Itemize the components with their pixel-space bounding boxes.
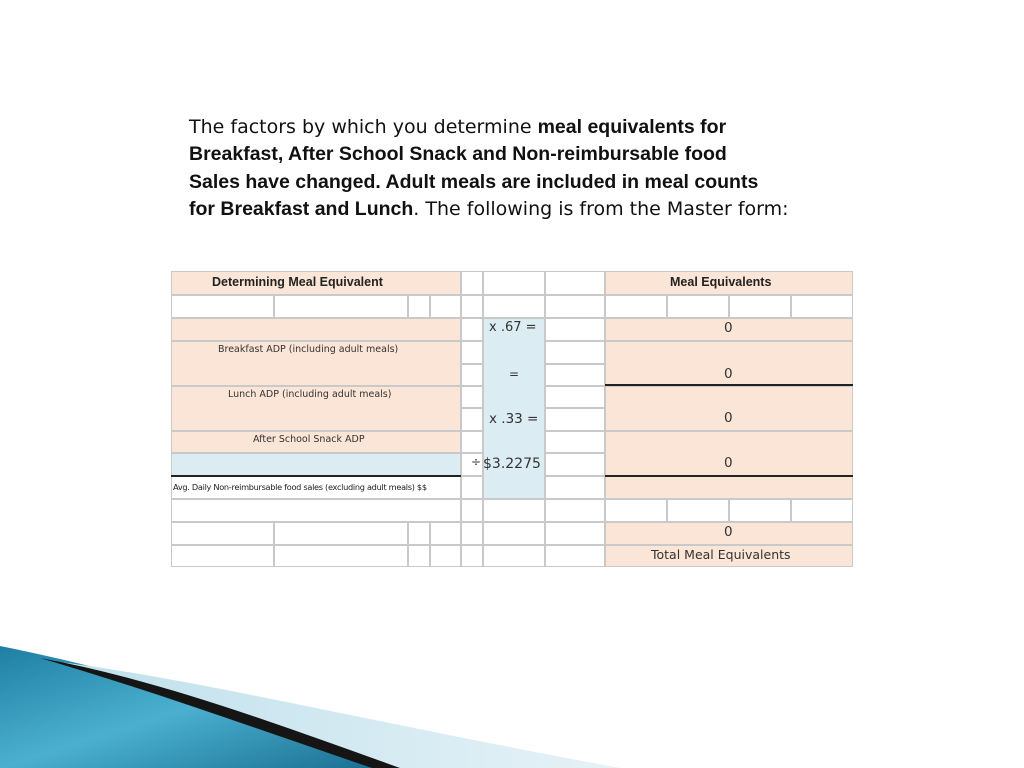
- nonreimb-label: Avg. Daily Non-reimbursable food sales (excluding adult meals) $$: [173, 482, 427, 492]
- grid-cell: [667, 499, 729, 522]
- factor-lunch: =: [509, 367, 520, 381]
- intro-bold-1: meal equivalents for: [537, 116, 727, 138]
- grid-cell: [545, 295, 605, 318]
- grid-cell: [430, 545, 461, 567]
- grid-cell: [430, 295, 461, 318]
- intro-paragraph: [189, 114, 929, 224]
- factor-breakfast: x .67 =: [489, 320, 537, 335]
- grid-cell: [461, 386, 483, 408]
- grid-cell: [545, 341, 605, 364]
- intro-line-4: [189, 196, 929, 223]
- grid-cell: [461, 271, 483, 295]
- grid-cell: [408, 545, 430, 567]
- grid-cell: [274, 545, 408, 567]
- intro-bold-2: Breakfast, After School Snack and Non-reimbursable food: [189, 143, 727, 166]
- grid-cell: [729, 499, 791, 522]
- grid-cell: [545, 545, 605, 567]
- grid-cell: [545, 408, 605, 431]
- intro-line-1: [189, 114, 929, 141]
- intro-text-1: The factors by which you determine: [189, 116, 538, 138]
- grid-cell: [171, 295, 274, 318]
- grid-cell: [545, 271, 605, 295]
- total-label: Total Meal Equivalents: [651, 547, 791, 562]
- grid-cell: [545, 453, 605, 476]
- grid-cell: [483, 271, 545, 295]
- grid-cell: [461, 364, 483, 386]
- rule-line: [605, 384, 853, 386]
- intro-bold-4: for Breakfast and Lunch: [189, 198, 414, 221]
- grid-cell: [274, 295, 408, 318]
- grid-cell: [545, 318, 605, 341]
- grid-cell: [483, 295, 545, 318]
- grid-cell: [605, 295, 667, 318]
- grid-cell: [461, 408, 483, 431]
- grid-cell: [729, 295, 791, 318]
- grid-cell: [605, 476, 853, 499]
- grid-cell: [461, 341, 483, 364]
- total-value: 0: [724, 524, 733, 540]
- right-header: Meal Equivalents: [670, 275, 772, 289]
- grid-cell: [171, 499, 461, 522]
- rule-line: [171, 475, 461, 477]
- factor-snack: x .33 =: [489, 411, 539, 427]
- grid-cell: [461, 545, 483, 567]
- grid-cell: [171, 545, 274, 567]
- decorative-waves: [0, 640, 1024, 768]
- breakfast-label: Breakfast ADP (including adult meals): [218, 344, 399, 355]
- divide-sign: ÷: [471, 455, 482, 469]
- grid-cell: [171, 522, 274, 545]
- grid-cell: [408, 522, 430, 545]
- grid-cell: [545, 476, 605, 499]
- grid-cell: [461, 295, 483, 318]
- grid-cell: [483, 545, 545, 567]
- grid-cell: [545, 522, 605, 545]
- result-snack: 0: [724, 410, 733, 426]
- grid-cell: [461, 431, 483, 453]
- intro-bold-3: Sales have changed. Adult meals are included in meal counts: [189, 170, 759, 193]
- grid-cell: [545, 499, 605, 522]
- result-lunch: 0: [724, 366, 733, 382]
- grid-cell: [461, 499, 483, 522]
- meal-equivalent-worksheet: [171, 271, 853, 567]
- grid-cell: [791, 295, 853, 318]
- grid-cell: [408, 295, 430, 318]
- grid-cell: [545, 364, 605, 386]
- factor-nonreimb: $3.2275: [483, 456, 541, 472]
- grid-cell: [483, 499, 545, 522]
- grid-cell: [545, 386, 605, 408]
- left-header: Determining Meal Equivalent: [212, 275, 383, 289]
- lunch-label: Lunch ADP (including adult meals): [228, 389, 392, 400]
- result-breakfast: 0: [724, 320, 733, 336]
- grid-cell: [667, 295, 729, 318]
- grid-cell: [545, 431, 605, 453]
- rule-line: [605, 475, 853, 477]
- grid-cell: [791, 499, 853, 522]
- grid-cell: [483, 522, 545, 545]
- nonreimb-input-cell: [171, 453, 461, 476]
- grid-cell: [274, 522, 408, 545]
- snack-label: After School Snack ADP: [253, 434, 365, 445]
- grid-cell: [461, 522, 483, 545]
- result-nonreimb: 0: [724, 455, 733, 471]
- grid-cell: [461, 476, 483, 499]
- grid-cell: [430, 522, 461, 545]
- breakfast-input-cell: [171, 318, 461, 341]
- intro-text-2: . The following is from the Master form:: [413, 198, 789, 221]
- grid-cell: [605, 499, 667, 522]
- grid-cell: [461, 318, 483, 341]
